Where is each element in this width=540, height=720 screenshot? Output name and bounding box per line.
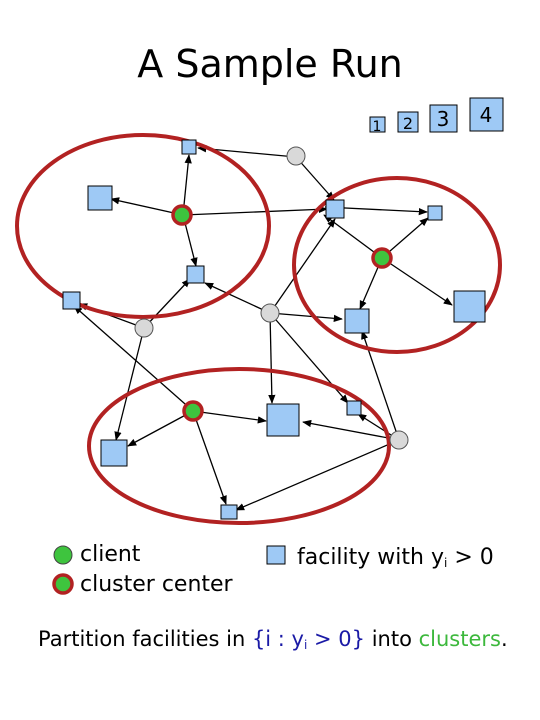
caption-set-open: {i : y — [251, 627, 304, 651]
caption-clusters: clusters — [418, 627, 501, 651]
client — [390, 431, 408, 449]
caption-prefix: Partition facilities in — [38, 627, 252, 651]
arrow — [128, 411, 193, 446]
facility — [182, 140, 196, 154]
legend-client-marker — [54, 546, 72, 564]
arrow — [270, 313, 342, 319]
client — [261, 304, 279, 322]
arrow — [193, 411, 226, 504]
facility — [101, 440, 127, 466]
facility — [347, 401, 361, 415]
facility — [63, 292, 80, 309]
caption-middle: into — [365, 627, 419, 651]
caption-suffix: . — [500, 627, 508, 651]
legend-center-marker — [54, 575, 72, 593]
legend-facility-sub: i — [444, 556, 448, 570]
size-label-1: 1 — [372, 119, 382, 135]
size-label-4: 4 — [479, 103, 493, 127]
legend-facility-label — [297, 545, 494, 576]
legend-client-label: client — [80, 542, 141, 567]
cluster-center — [373, 249, 391, 267]
slide-title: A Sample Run — [137, 42, 403, 86]
arrow — [183, 209, 327, 215]
facility — [88, 186, 112, 210]
arrow — [236, 440, 399, 510]
cluster-ring — [294, 178, 500, 352]
legend-facility-suffix: > 0 — [447, 545, 494, 570]
size-label-2: 2 — [402, 114, 414, 133]
facility — [326, 200, 344, 218]
caption-set-sub: i — [304, 638, 308, 652]
size-scale — [370, 98, 503, 135]
cluster-center — [184, 402, 202, 420]
cluster-ring — [17, 135, 269, 317]
legend-facility-marker — [267, 546, 285, 564]
arrow — [270, 313, 272, 403]
facility — [187, 266, 204, 283]
caption-set — [252, 627, 365, 651]
facility — [428, 206, 442, 220]
arrow — [382, 258, 452, 305]
arrow — [193, 411, 266, 421]
arrow — [74, 306, 193, 411]
arrow — [116, 328, 144, 440]
client — [287, 147, 305, 165]
caption-set-close: > 0} — [307, 627, 366, 651]
facility — [221, 505, 237, 519]
client — [135, 319, 153, 337]
facilities — [63, 140, 485, 519]
size-label-3: 3 — [436, 107, 450, 131]
arrow — [144, 279, 190, 328]
facility — [454, 291, 485, 322]
cluster-ring — [89, 369, 389, 523]
caption — [38, 626, 508, 658]
facility — [267, 404, 299, 436]
facility — [345, 309, 369, 333]
legend-center-label: cluster center — [80, 572, 233, 597]
legend-facility-prefix: facility with y — [297, 545, 444, 570]
cluster-center — [173, 206, 191, 224]
